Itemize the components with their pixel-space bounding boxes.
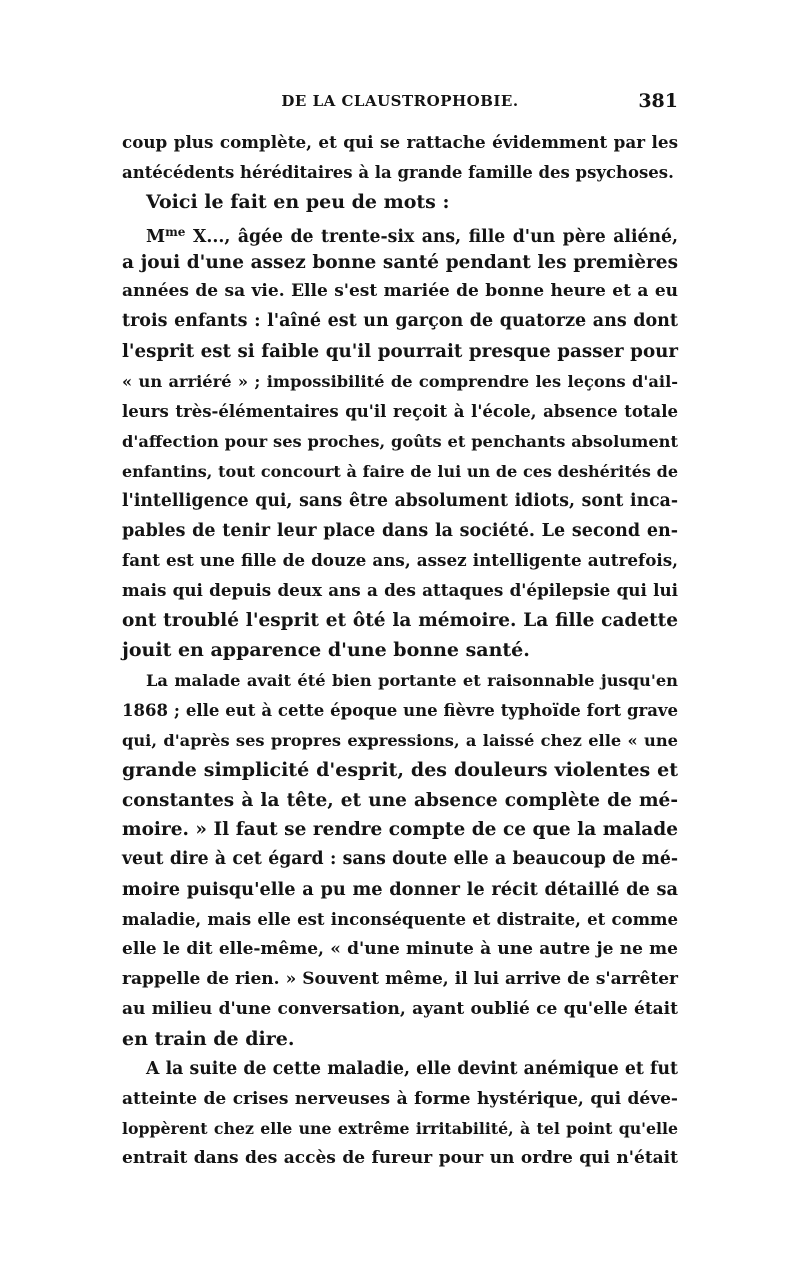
page-number: 381 [638, 90, 678, 112]
text-line: « un arriéré » ; impossibilité de comprendre les leçons d'ail- [122, 372, 678, 392]
body-text [122, 128, 678, 1174]
text-line: Voici le fait en peu de mots : [146, 190, 450, 213]
text-line: maladie, mais elle est inconséquente et distraite, et comme [122, 910, 678, 930]
text-line: veut dire à cet égard : sans doute elle a beaucoup de mé- [122, 849, 678, 870]
text-line: jouit en apparence d'une bonne santé. [122, 639, 530, 662]
text-line: constantes à la tête, et une absence complète de mé- [122, 789, 678, 811]
text-line: 1868 ; elle eut à cette époque une fièvre typhoïde fort grave [122, 700, 678, 720]
text-line: au milieu d'une conversation, ayant oublié ce qu'elle était [122, 998, 678, 1019]
text-line: grande simplicité d'esprit, des douleurs violentes et [122, 758, 678, 781]
text-line: $M^{me}$ X..., âgée de trente-six ans, fille d'un père aliéné, [146, 224, 678, 247]
text-line: A la suite de cette maladie, elle devint anémique et fut [146, 1058, 678, 1079]
text-line: mais qui depuis deux ans a des attaques d'épilepsie qui lui [122, 580, 678, 601]
text-line: atteinte de crises nerveuses à forme hystérique, qui déve- [122, 1088, 678, 1109]
text-line: en train de dire. [122, 1027, 295, 1050]
text-line: pables de tenir leur place dans la société. Le second en- [122, 520, 678, 541]
text-line: leurs très-élémentaires qu'il reçoit à l'école, absence totale [122, 402, 678, 422]
text-line: d'affection pour ses proches, goûts et penchants absolument [122, 431, 678, 451]
text-line: trois enfants : l'aîné est un garçon de quatorze ans dont [122, 311, 678, 332]
text-line: fant est une fille de douze ans, assez intelligente autrefois, [122, 550, 678, 571]
text-line: La malade avait été bien portante et raisonnable jusqu'en [146, 671, 678, 691]
text-line: entrait dans des accès de fureur pour un ordre qui n'était [122, 1148, 678, 1169]
text-line: loppèrent chez elle une extrême irritabilité, à tel point qu'elle [122, 1119, 678, 1139]
honorific: $M^{me}$ [146, 224, 186, 247]
page-header [122, 92, 678, 116]
running-head: DE LA CLAUSTROPHOBIE. [281, 92, 519, 110]
text-line: coup plus complète, et qui se rattache évidemment par les [122, 132, 678, 152]
text-line: moire puisqu'elle a pu me donner le récit détaillé de sa [122, 879, 678, 901]
text-line: moire. » Il faut se rendre compte de ce que la malade [122, 819, 678, 841]
text-line: rappelle de rien. » Souvent même, il lui arrive de s'arrêter [122, 968, 678, 989]
text-line: qui, d'après ses propres expressions, a laissé chez elle « une [122, 730, 678, 750]
text-line: l'intelligence qui, sans être absolument idiots, sont inca- [122, 490, 678, 511]
text-line: ont troublé l'esprit et ôté la mémoire. La fille cadette [122, 610, 678, 632]
text-line: années de sa vie. Elle s'est mariée de bonne heure et a eu [122, 281, 678, 302]
text-line: enfantins, tout concourt à faire de lui un de ces deshérités de [122, 461, 678, 481]
text-line: l'esprit est si faible qu'il pourrait presque passer pour [122, 341, 678, 363]
text-line: a joui d'une assez bonne santé pendant les premières [122, 251, 678, 273]
text-line: elle le dit elle-même, « d'une minute à une autre je ne me [122, 939, 678, 960]
text-line: antécédents héréditaires à la grande famille des psychoses. [122, 162, 674, 182]
